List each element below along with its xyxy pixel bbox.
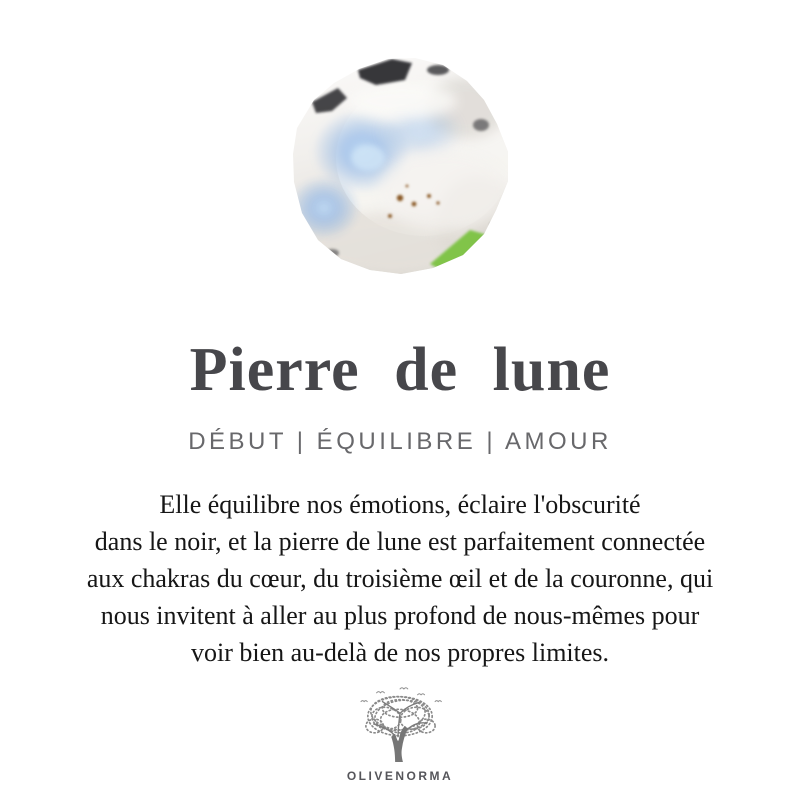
page-title: Pierre de lune xyxy=(189,336,611,404)
description-paragraph xyxy=(0,486,800,671)
keywords-subtitle: DÉBUT | ÉQUILIBRE | AMOUR xyxy=(188,428,612,455)
description-line: Elle équilibre nos émotions, éclaire l'obscurité xyxy=(159,490,641,519)
description-line: voir bien au-delà de nos propres limites. xyxy=(190,638,610,667)
olive-tree-logo-drawing xyxy=(348,686,452,764)
moonstone-photo xyxy=(272,46,522,280)
description-line: aux chakras du cœur, du troisième œil et de la couronne, qui xyxy=(86,564,714,593)
olive-tree-icon xyxy=(348,686,452,764)
moonstone-illustration xyxy=(272,46,522,280)
description-line: dans le noir, et la pierre de lune est parfaitement connectée xyxy=(94,527,706,556)
brand-name: OLIVENORMA xyxy=(346,769,454,783)
birds-icon xyxy=(361,688,441,702)
description-line: nous invitent à aller au plus profond de nous-mêmes pour xyxy=(100,601,700,630)
